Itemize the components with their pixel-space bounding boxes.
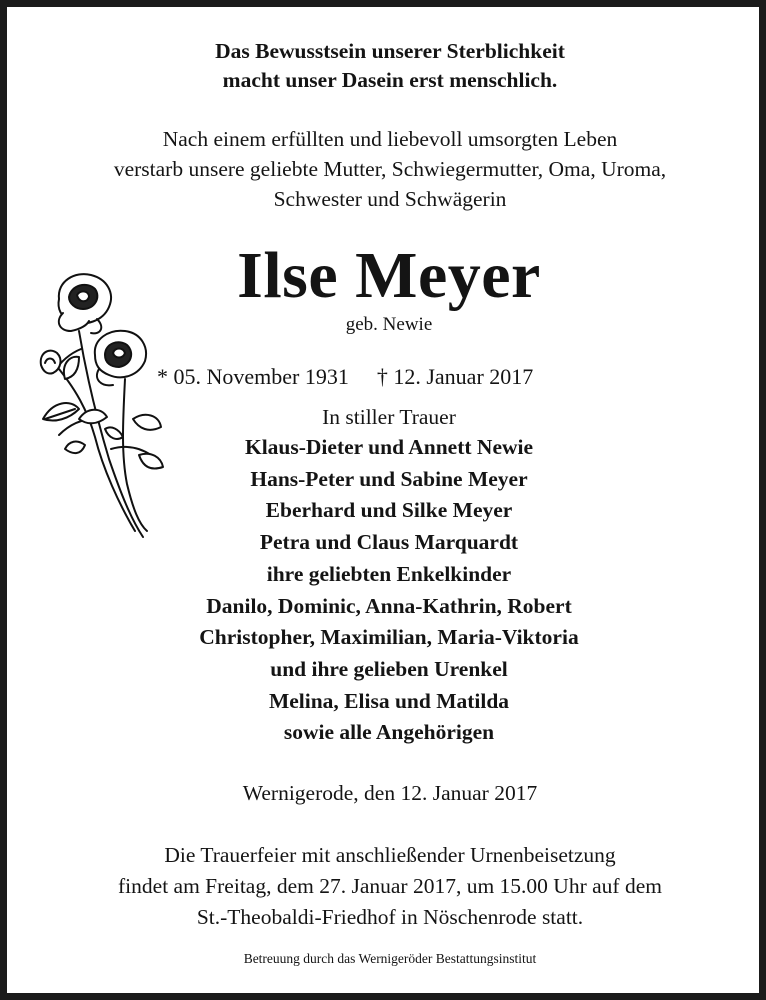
bereaved-line: Danilo, Dominic, Anna-Kathrin, Robert — [206, 593, 572, 618]
rose-icon — [35, 269, 167, 545]
motto-line: Das Bewusstsein unserer Sterblichkeit — [215, 39, 565, 63]
intro-line: Schwester und Schwägerin — [273, 187, 507, 211]
bereaved-line: Klaus-Dieter und Annett Newie — [244, 435, 534, 459]
funeral-line: Die Trauerfeier mit anschließender Urnenbeisetzung — [164, 843, 616, 867]
motto-line: macht unser Dasein erst menschlich. — [222, 68, 558, 92]
funeral-line: findet am Freitag, dem 27. Januar 2017, um 15.00 Uhr auf dem — [118, 874, 662, 898]
place-and-date: Wernigerode, den 12. Januar 2017 — [242, 781, 538, 805]
motto — [7, 37, 766, 95]
maiden-name: geb. Newie — [345, 314, 433, 335]
funeral-line: St.-Theobaldi-Friedhof in Nöschenrode statt. — [196, 905, 584, 929]
intro-text — [7, 124, 766, 214]
intro-line: verstarb unsere geliebte Mutter, Schwiegermutter, Oma, Uroma, — [113, 157, 667, 181]
funeral-info — [7, 840, 766, 933]
life-dates — [157, 363, 533, 391]
bereaved-line: Christopher, Maximilian, Maria-Viktoria — [199, 625, 579, 650]
birth-date: * 05. November 1931 — [157, 364, 349, 389]
bereaved-list — [157, 432, 621, 749]
deceased-name: Ilse Meyer — [237, 239, 541, 312]
bereaved-line: und ihre gelieben Urenkel — [270, 656, 508, 681]
bereaved-line: sowie alle Angehörigen — [283, 720, 495, 745]
death-date: † 12. Januar 2017 — [376, 364, 534, 389]
mourning-intro: In stiller Trauer — [322, 405, 456, 429]
intro-line: Nach einem erfüllten und liebevoll umsorgten Leben — [162, 127, 618, 151]
bereaved-line: Hans-Peter und Sabine Meyer — [250, 466, 528, 491]
funeral-home-credit: Betreuung durch das Wernigeröder Bestattungsinstitut — [243, 951, 537, 966]
bereaved-line: Melina, Elisa und Matilda — [268, 688, 510, 713]
bereaved-line: Petra und Claus Marquardt — [259, 530, 519, 555]
bereaved-line: Eberhard und Silke Meyer — [265, 498, 513, 523]
bereaved-line: ihre geliebten Enkelkinder — [266, 561, 512, 586]
